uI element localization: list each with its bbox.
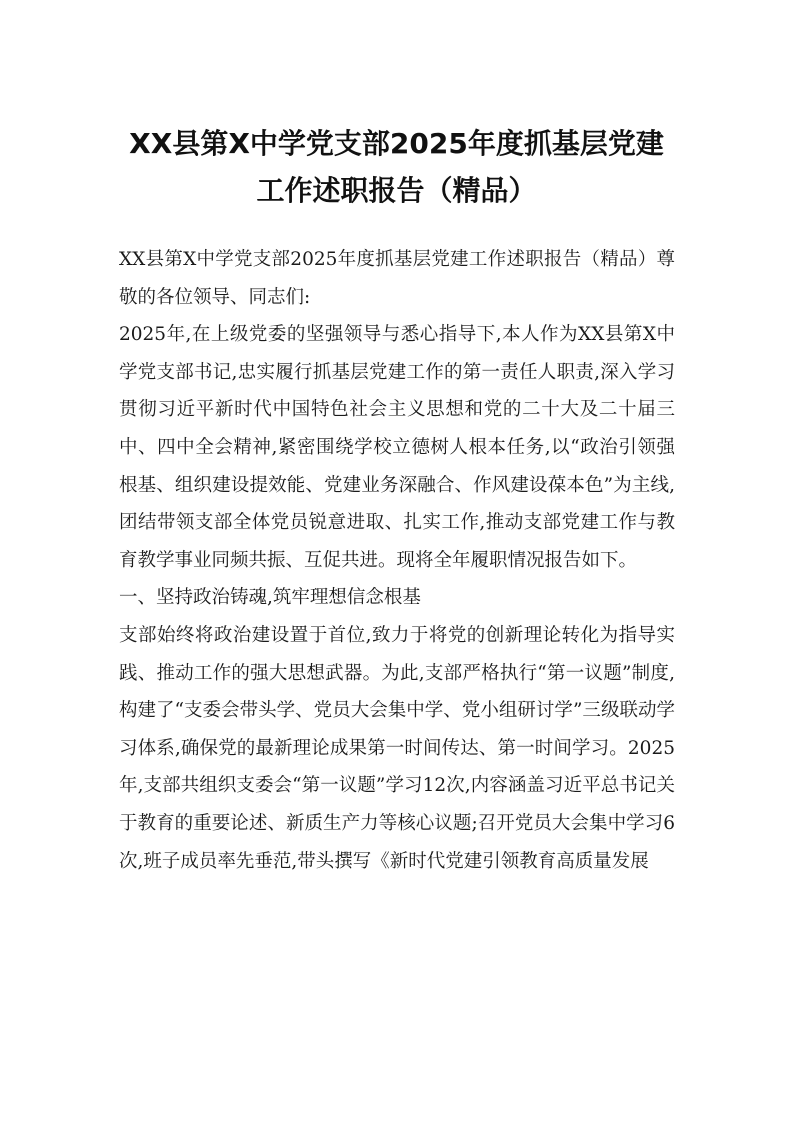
paragraph-intro: XX县第X中学党支部2025年度抓基层党建工作述职报告（精品）尊敬的各位领导、同志们:	[119, 249, 675, 308]
paragraph-section-1: 支部始终将政治建设置于首位,致力于将党的创新理论转化为指导实践、推动工作的强大思想武器。为此,支部严格执行“第一议题”制度,构建了“支委会带头学、党员大会集中学、党小组研讨学”三级联动学习体系,确保党的最新理论成果第一时间传达、第一时间学习。2025年,支部共组织支委会“第一议题”学习12次,内容涵盖习近平总书记关于教育的重要论述、新质生产力等核心议题;召开党员大会集中学习6次,班子成员率先垂范,带头撰写《新时代党建引领教育高质量发展	[119, 624, 675, 872]
section-heading-1: 一、坚持政治铸魂,筑牢理想信念根基	[119, 587, 421, 609]
paragraph-overview: 2025年,在上级党委的坚强领导与悉心指导下,本人作为XX县第X中学党支部书记,忠实履行抓基层党建工作的第一责任人职责,深入学习贯彻习近平新时代中国特色社会主义思想和党的二十大及二十届三中、四中全会精神,紧密围绕学校立德树人根本任务,以“政治引领强根基、组织建设提效能、党建业务深融合、作风建设葆本色”为主线,团结带领支部全体党员锐意进取、扎实工作,推动支部党建工作与教育教学事业同频共振、互促共进。现将全年履职情况报告如下。	[119, 324, 675, 571]
document-title-line-2: 工作述职报告（精品）	[256, 174, 537, 207]
document-title-line-1: XX县第X中学党支部2025年度抓基层党建	[129, 127, 664, 160]
document-body	[119, 241, 675, 880]
